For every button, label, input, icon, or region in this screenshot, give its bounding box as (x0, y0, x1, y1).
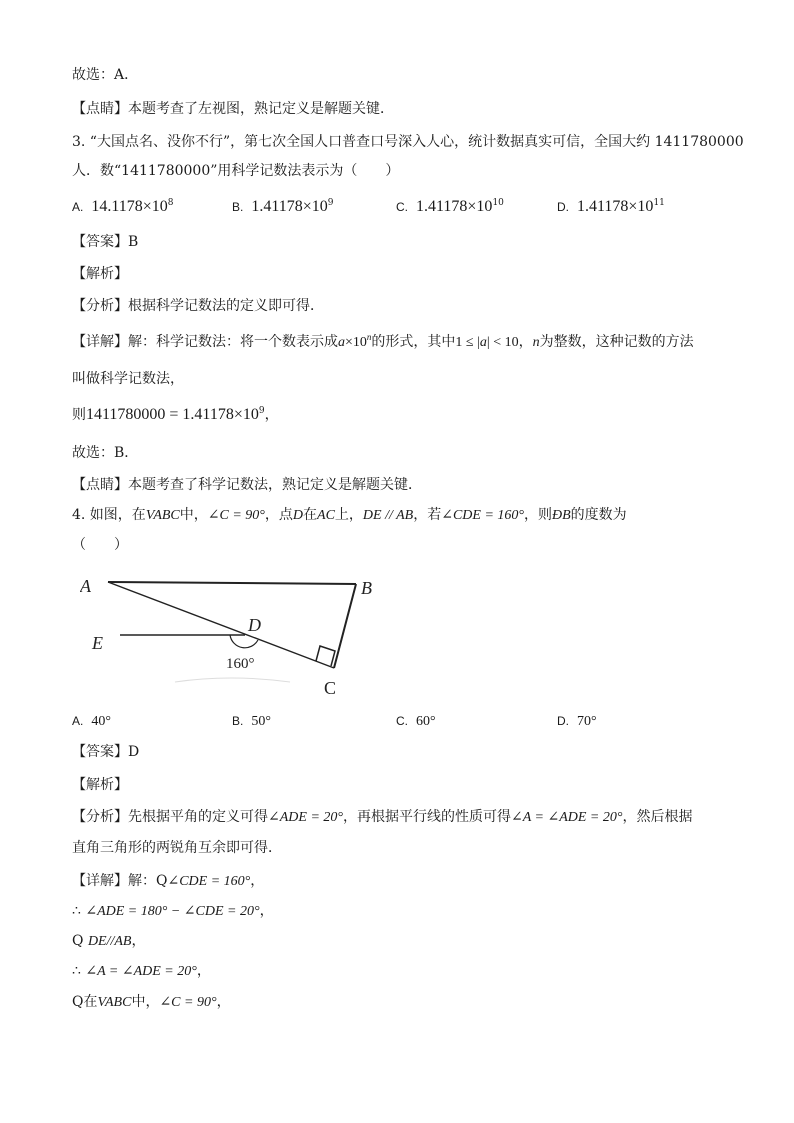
q-text: 上， (334, 507, 363, 523)
math-expression: ∠CDE = 160° (167, 874, 251, 889)
math-a: a (479, 335, 487, 350)
option-value: 1.41178×10 (416, 198, 493, 215)
option-exponent: 9 (327, 198, 334, 208)
answer-4: 【答案】D (72, 744, 140, 760)
detail-text: 【详解】解：科学记数法：将一个数表示成 (72, 334, 338, 350)
math-expression: ∠A = ∠ADE = 20° (85, 964, 197, 979)
option-value: 1.41178×10 (577, 198, 654, 215)
step-text: 中， (131, 994, 160, 1010)
text-line: 【点睛】本题考查了左视图，熟记定义是解题关键． (72, 101, 394, 117)
math-n: n (532, 335, 540, 350)
q-text: 的度数为 (570, 507, 627, 523)
label-angle: 160° (226, 656, 255, 672)
question-3-line2: 人．数“1411780000”用科学记数法表示为（ ） (72, 163, 400, 179)
analysis-4-line1 (72, 808, 692, 827)
step-text: ， (259, 903, 274, 919)
step-text: Q在 (72, 994, 98, 1010)
detail-3-line2: 叫做科学记数法， (72, 371, 184, 387)
label-a: A (80, 576, 91, 596)
question-3-line1: 3. “大国点名、没你不行”，第七次全国人口普查口号深入人心，统计数据真实可信，全国大约 1411780000 (72, 134, 744, 150)
comment-3: 【点睛】本题考查了科学记数法，熟记定义是解题关键． (72, 477, 422, 493)
step-text: Q (72, 933, 88, 949)
q-text: 中， (179, 507, 208, 523)
question-4-line1 (72, 506, 627, 525)
option-c (396, 713, 436, 730)
option-d (557, 198, 665, 216)
math-expression: ∠ADE = 20° (268, 810, 343, 825)
math-triangle: VABC (97, 995, 132, 1010)
detail-text: 为整数，这种记数的方法 (539, 334, 694, 350)
step-text: ， (131, 933, 146, 949)
math-expression: DE//AB (87, 934, 132, 949)
option-d (557, 713, 597, 730)
math-angle-b: ÐB (552, 508, 571, 523)
math-times: ×10 (345, 335, 367, 350)
math-cond: | < 10 (486, 335, 519, 350)
label-e: E (92, 633, 103, 653)
label-d: D (248, 615, 261, 635)
q-text: 4. 如图，在 (72, 507, 146, 523)
option-label: D. (557, 200, 569, 214)
option-value: 60° (416, 714, 436, 729)
right-angle-mark (316, 646, 335, 666)
q-text: ，若 (413, 507, 442, 523)
math-expression: 1411780000 = 1.41178×10 (86, 406, 259, 423)
analysis-text: ，再根据平行线的性质可得 (343, 809, 511, 825)
segment-ac (108, 582, 334, 668)
option-value: 40° (91, 714, 111, 729)
option-label: D. (557, 714, 569, 728)
option-value: 1.41178×10 (251, 198, 328, 215)
option-label: B. (232, 200, 244, 214)
step-text: ， (196, 963, 211, 979)
option-value: 14.1178×10 (91, 198, 168, 215)
option-label: A. (72, 200, 84, 214)
option-exponent: 8 (167, 198, 174, 208)
math-expression: ∠A = ∠ADE = 20° (511, 810, 623, 825)
geometry-figure (80, 572, 400, 702)
option-label: A. (72, 714, 84, 728)
q-text: 在 (303, 507, 318, 523)
q-text: ，点 (264, 507, 293, 523)
analysis-3-heading: 【解析】 (72, 266, 128, 282)
math-triangle: VABC (145, 508, 180, 523)
step-1 (72, 872, 264, 891)
segment-ab (108, 582, 356, 584)
math-angle-cde: ∠CDE = 160° (441, 508, 524, 523)
detail-3-line1 (72, 333, 694, 352)
math-segment-ac: AC (317, 508, 335, 523)
math-expression: ∠ADE = 180° − ∠CDE = 20° (85, 904, 260, 919)
step-text: ∴ (72, 963, 86, 979)
detail-text: ， (518, 334, 533, 350)
analysis-text: 【分析】先根据平角的定义可得 (72, 809, 268, 825)
step-3 (72, 932, 145, 951)
math-point-d: D (292, 508, 304, 523)
analysis-text: ，然后根据 (622, 809, 693, 825)
equation-3 (72, 406, 279, 424)
math-angle-c: ∠C = 90° (207, 508, 265, 523)
math-expression: ∠C = 90° (159, 995, 217, 1010)
option-value: 50° (251, 714, 271, 729)
step-text: ， (250, 873, 265, 889)
step-text: ， (216, 994, 231, 1010)
option-label: B. (232, 714, 244, 728)
step-2 (72, 902, 274, 921)
step-text: 【详解】解：Q (72, 873, 168, 889)
choice-3: 故选：B． (72, 445, 139, 461)
step-4 (72, 962, 211, 981)
option-c (396, 198, 504, 216)
math-a: a (338, 335, 345, 350)
option-exponent: 11 (653, 198, 665, 208)
question-4-line2: （ ） (72, 537, 128, 553)
math-exp-n: n (366, 332, 372, 342)
option-a (72, 713, 111, 730)
option-exponent: 10 (492, 198, 504, 208)
option-label: C. (396, 714, 408, 728)
detail-text: 则 (72, 407, 86, 423)
math-cond: 1 ≤ | (455, 335, 480, 350)
math-parallel: DE // AB (362, 508, 414, 523)
label-c: C (324, 678, 337, 698)
option-b (232, 713, 271, 730)
analysis-3: 【分析】根据科学记数法的定义即可得． (72, 298, 324, 314)
step-text: ∴ (72, 903, 86, 919)
q-text: ，则 (524, 507, 552, 523)
option-a (72, 198, 174, 216)
segment-bc (334, 584, 356, 668)
label-b: B (361, 578, 372, 598)
math-exponent: 9 (258, 406, 265, 416)
analysis-4-line2: 直角三角形的两锐角互余即可得． (72, 840, 282, 856)
step-5 (72, 993, 231, 1012)
text-line: 故选：A． (72, 67, 139, 83)
option-value: 70° (577, 714, 597, 729)
detail-text: ， (264, 407, 279, 423)
analysis-4-heading: 【解析】 (72, 777, 128, 793)
option-b (232, 198, 334, 216)
faint-mark (175, 678, 290, 682)
option-label: C. (396, 200, 408, 214)
answer-3: 【答案】B (72, 234, 139, 250)
detail-text: 的形式，其中 (371, 334, 456, 350)
